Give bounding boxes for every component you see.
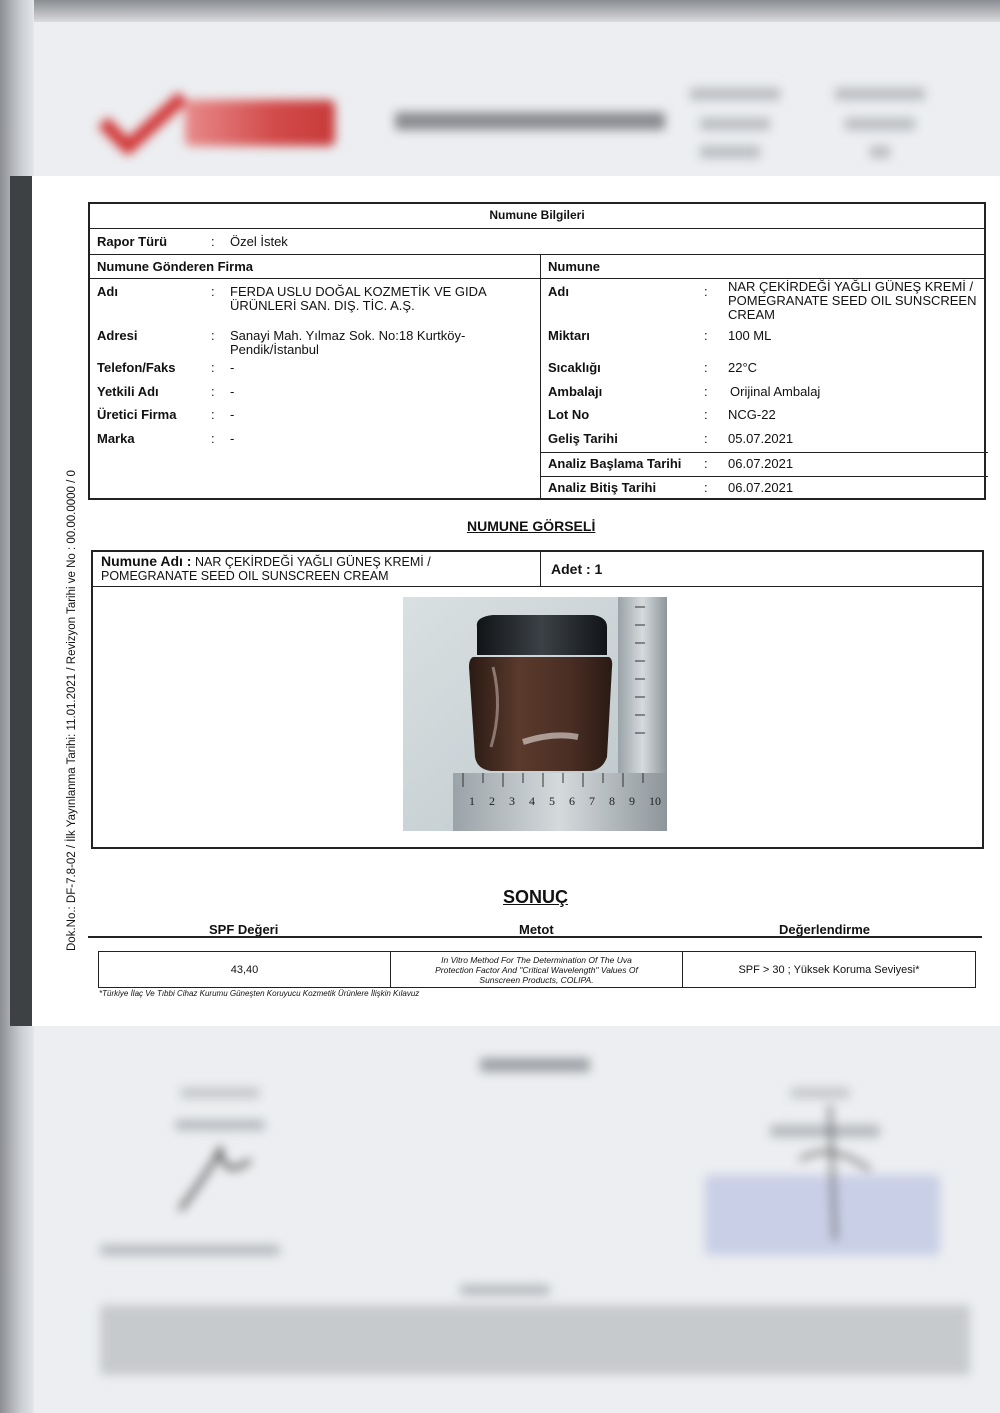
logo-check-icon <box>98 92 188 154</box>
sender-manufacturer-value: - <box>230 407 235 422</box>
colon: : <box>704 456 708 471</box>
sample-visual-name-line2: POMEGRANATE SEED OIL SUNSCREEN CREAM <box>101 569 389 583</box>
colon: : <box>704 328 708 343</box>
sample-packaging-value: Orijinal Ambalaj <box>730 384 821 399</box>
evaluation-value: SPF > 30 ; Yüksek Koruma Seviyesi* <box>738 963 920 976</box>
letterhead-field <box>690 88 780 100</box>
sender-contact-value: - <box>230 384 235 399</box>
sender-name-value: FERDA USLU DOĞAL KOZMETİK VE GIDA ÜRÜNLERİ SAN. DIŞ. TİC. A.Ş. <box>230 284 486 313</box>
signature-label <box>790 1088 850 1098</box>
vertical-ruler <box>618 597 667 777</box>
sample-name-value: NAR ÇEKİRDEĞİ YAĞLI GÜNEŞ KREMİ / POMEGRANATE SEED OIL SUNSCREEN CREAM <box>728 279 977 322</box>
colon: : <box>704 407 708 422</box>
colon: : <box>704 284 708 299</box>
ruler-number: 3 <box>509 794 515 808</box>
sample-count: Adet : 1 <box>551 561 603 577</box>
colon: : <box>211 431 215 446</box>
method-line-1: In Vitro Method For The Determination Of The Uva <box>441 954 632 965</box>
scan-shadow-strip <box>10 176 32 1026</box>
colon: : <box>211 407 215 422</box>
company-logo <box>185 100 335 146</box>
analysis-start-value: 06.07.2021 <box>728 456 794 471</box>
jar-lid <box>477 615 607 655</box>
sender-phone-label: Telefon/Faks <box>97 360 176 375</box>
letterhead-field <box>700 146 760 158</box>
analysis-end-value: 06.07.2021 <box>728 480 794 495</box>
signature-label <box>180 1088 260 1098</box>
sample-name-label: Adı <box>548 284 569 299</box>
signature-title <box>480 1058 590 1072</box>
colon: : <box>211 328 215 343</box>
sample-amount-value: 100 ML <box>728 328 772 343</box>
sender-manufacturer-label: Üretici Firma <box>97 407 177 422</box>
colon: : <box>211 234 215 249</box>
sender-brand-value: - <box>230 431 235 446</box>
sample-temperature-value: 22°C <box>728 360 758 375</box>
sample-section-title: Numune <box>548 259 600 274</box>
method-value <box>391 952 682 987</box>
spf-column-header: SPF Değeri <box>209 922 279 937</box>
sender-address-label: Adresi <box>97 328 138 343</box>
sample-arrival-date-value: 05.07.2021 <box>728 431 794 446</box>
report-type-value: Özel İstek <box>230 234 288 249</box>
ruler-number: 2 <box>489 794 495 808</box>
colon: : <box>704 480 708 495</box>
letterhead-field <box>700 118 770 130</box>
footer-text-block <box>100 1305 970 1375</box>
report-type-label: Rapor Türü <box>97 234 168 249</box>
table-divider <box>540 476 988 477</box>
signature-right-icon <box>780 1100 880 1250</box>
table-divider <box>90 228 984 229</box>
colon: : <box>704 431 708 446</box>
footer-note <box>100 1245 280 1255</box>
result-header-rule <box>88 936 982 938</box>
sample-visual-name-label: Numune Adı : <box>101 553 192 569</box>
side-note-wrapper <box>60 455 84 955</box>
colon: : <box>704 384 708 399</box>
analysis-start-label: Analiz Başlama Tarihi <box>548 456 682 471</box>
sample-lot-label: Lot No <box>548 407 590 422</box>
colon: : <box>211 284 215 299</box>
table-divider <box>93 586 982 587</box>
letterhead-title <box>395 112 665 130</box>
table-divider <box>540 452 988 453</box>
spf-value: 43,40 <box>230 963 259 976</box>
colon: : <box>211 384 215 399</box>
method-line-2: Protection Factor And "Critical Wavelength" Values Of <box>435 964 638 975</box>
sample-lot-value: NCG-22 <box>728 407 776 422</box>
colon: : <box>704 360 708 375</box>
footer-note <box>460 1285 550 1295</box>
column-divider <box>540 552 541 586</box>
ruler-number: 6 <box>569 794 575 808</box>
sender-contact-label: Yetkili Adı <box>97 384 159 399</box>
colon: : <box>211 360 215 375</box>
sender-brand-label: Marka <box>97 431 135 446</box>
sample-amount-label: Miktarı <box>548 328 590 343</box>
letterhead-field <box>845 118 915 130</box>
sample-packaging-label: Ambalajı <box>548 384 603 399</box>
sample-info-title: Numune Bilgileri <box>489 208 585 222</box>
ruler-number: 10 <box>649 794 661 808</box>
ruler-number: 7 <box>589 794 595 808</box>
result-footnote: *Türkiye İlaç Ve Tıbbi Cihaz Kurumu Güneşten Koruyucu Kozmetik Ürünlere İlişkin Kılavuz <box>99 989 420 998</box>
sample-temperature-label: Sıcaklığı <box>548 360 601 375</box>
ruler-number: 5 <box>549 794 555 808</box>
sample-photo <box>403 597 667 831</box>
sender-name-label: Adı <box>97 284 118 299</box>
table-divider <box>90 254 984 255</box>
column-divider <box>540 254 541 500</box>
letterhead-field <box>870 146 890 158</box>
method-column-header: Metot <box>519 922 554 937</box>
sender-address-value: Sanayi Mah. Yılmaz Sok. No:18 Kurtköy-Pendik/İstanbul <box>230 328 466 357</box>
ruler-number: 4 <box>529 794 535 808</box>
sample-visual-name-line1: NAR ÇEKİRDEĞİ YAĞLI GÜNEŞ KREMİ / <box>194 555 431 569</box>
sample-visual-name <box>101 554 431 583</box>
document-side-note: Dok.No.: DF-7.8-02 / İlk Yayınlanma Tarihi: 11.01.2021 / Revizyon Tarihi ve No : 00.00.0000 / 0 <box>66 470 78 951</box>
sample-arrival-date-label: Geliş Tarihi <box>548 431 618 446</box>
result-title: SONUÇ <box>503 887 569 907</box>
sender-phone-value: - <box>230 360 235 375</box>
sample-info-table <box>88 202 986 500</box>
ruler-number: 9 <box>629 794 635 808</box>
sample-jar-image <box>403 597 667 831</box>
sender-section-title: Numune Gönderen Firma <box>97 259 254 274</box>
ruler-number: 8 <box>609 794 615 808</box>
letterhead-field <box>835 88 925 100</box>
method-line-3: Sunscreen Products, COLIPA. <box>479 974 594 985</box>
result-table <box>98 951 976 988</box>
scan-edge-top <box>0 0 1000 22</box>
jar-body <box>469 657 612 771</box>
ruler-number: 1 <box>469 794 475 808</box>
sample-visual-title: NUMUNE GÖRSELİ <box>467 518 596 534</box>
evaluation-column-header: Değerlendirme <box>779 922 871 937</box>
signature-left-icon <box>170 1140 260 1220</box>
analysis-end-label: Analiz Bitiş Tarihi <box>548 480 657 495</box>
signature-label <box>175 1120 265 1130</box>
